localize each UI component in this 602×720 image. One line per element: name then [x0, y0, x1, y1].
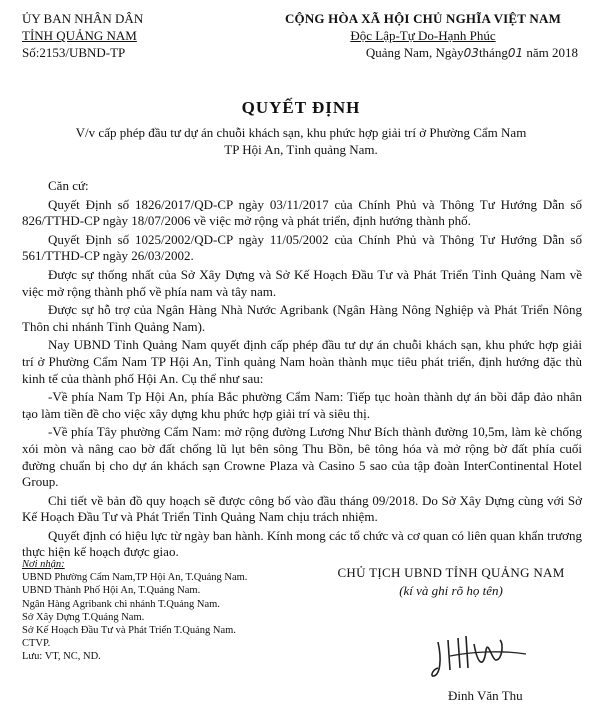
recipient-item: Lưu: VT, NC, ND. [22, 651, 101, 663]
recipients-label: Nơi nhận: [22, 559, 65, 570]
body-paragraph: -Về phía Tây phường Cẩm Nam: mở rộng đường Lương Như Bích thành đường 10,5m, làm kè chống xói mòn và nâng cao bờ đất chống lũ lụt bên sông Thu Bồn, bê tông hóa và mở rộng bờ đất phía cuối đường chuẩn bị cho dự án khách sạn Crowne Plaza và Casino 5 sao của tập đoàn InterContinental Hotel Group. [22, 424, 582, 490]
basis-label: Căn cứ: [48, 178, 89, 193]
issuer-org: ỦY BAN NHÂN DÂN [22, 11, 144, 26]
recipient-item: Sở Kế Hoạch Đầu Tư và Phát Triển T.Quảng Nam. [22, 625, 236, 637]
recipient-item: UBND Thành Phố Hội An, T.Quảng Nam. [22, 585, 201, 597]
signer-name: Đinh Văn Thu [448, 688, 523, 703]
handwritten-signature [430, 630, 540, 680]
signer-title: CHỦ TỊCH UBND TỈNH QUẢNG NAM [337, 565, 565, 580]
republic-title: CỘNG HÒA XÃ HỘI CHỦ NGHĨA VIỆT NAM [284, 11, 562, 26]
issuer-header [22, 10, 222, 61]
signature-note: (kí và ghi rõ họ tên) [399, 583, 503, 598]
national-motto: Độc Lập-Tự Do-Hạnh Phúc [350, 28, 496, 43]
document-subject [40, 124, 562, 158]
recipients-list [22, 558, 322, 664]
national-header [258, 10, 588, 62]
body-paragraph: -Về phía Nam Tp Hội An, phía Bắc phường Cẩm Nam: Tiếp tục hoàn thành dự án bồi đắp đảo nhân tạo làm tiền đề cho việc xây dựng khu phức hợp giải trí và siêu thị. [22, 389, 582, 421]
body-paragraph: Được sự hỗ trợ của Ngân Hàng Nhà Nước Agribank (Ngân Hàng Nông Nghiệp và Phát Triển Nông Thôn chi nhánh Tỉnh Quảng Nam). [22, 302, 582, 334]
date-day: 03 [463, 46, 479, 60]
body-paragraph: Chi tiết về bản đồ quy hoạch sẽ được công bố vào đầu tháng 09/2018. Do Sở Xây Dựng cùng với Sở Kế Hoạch Đầu Tư và Phát Triển Tỉnh Quảng Nam chịu trách nhiệm. [22, 492, 582, 525]
date-year: năm 2018 [526, 45, 578, 60]
date-month-label: tháng [478, 45, 508, 60]
issue-date [258, 44, 588, 62]
subject-line-2: TP Hội An, Tỉnh quảng Nam. [224, 142, 378, 157]
body-paragraph: Quyết định có hiệu lực từ ngày ban hành. Kính mong các tổ chức và cơ quan có liên quan khẩn trương thực hiện kế hoạch được giao. [22, 527, 582, 560]
recipient-item: UBND Phường Cẩm Nam,TP Hội An, T.Quảng Nam. [22, 572, 248, 584]
document-body [22, 178, 582, 563]
body-paragraph: Quyết Định số 1826/2017/QD-CP ngày 03/11/2017 của Chính Phủ và Thông Tư Hướng Dẫn số 826/TTHD-CP ngày 18/07/2006 về việc mở rộng và phát triển, định hướng thành phố. [22, 196, 582, 229]
issuer-province: TỈNH QUẢNG NAM [22, 28, 137, 43]
document-number: Số:2153/UBND-TP [22, 45, 126, 60]
recipient-item: Sở Xây Dựng T.Quảng Nam. [22, 611, 145, 623]
body-paragraph: Nay UBND Tỉnh Quảng Nam quyết định cấp phép đầu tư dự án chuỗi khách sạn, khu phức hợp giải trí ở Phường Cẩm Nam TP Hội An, Tỉnh quảng Nam hoàn thành mục tiêu phát triển, định hướng đặc thù kinh tế của thành phố Hội An. Cụ thể như sau: [22, 337, 582, 386]
document-title: QUYẾT ĐỊNH [241, 98, 361, 117]
date-prefix: Quảng Nam, Ngày [365, 45, 464, 60]
body-paragraph: Quyết Định số 1025/2002/QD-CP ngày 11/05/2002 của Chính Phủ và Thông Tư Hướng Dẫn số 561/TTHD-CP ngày 26/03/2002. [22, 231, 582, 264]
body-paragraph: Được sự thống nhất của Sở Xây Dựng và Sở Kế Hoạch Đầu Tư và Phát Triển Tỉnh Quảng Nam về việc mở rộng thành phố về phía nam và tây nam. [22, 266, 582, 299]
recipient-item: Ngân Hàng Agribank chi nhánh T.Quảng Nam. [22, 598, 220, 610]
recipient-item: CTVP. [22, 638, 51, 650]
subject-line-1: V/v cấp phép đầu tư dự án chuỗi khách sạn, khu phức hợp giải trí ở Phường Cẩm Nam [75, 125, 527, 140]
date-month: 01 [507, 46, 524, 60]
signature-block [316, 564, 586, 600]
